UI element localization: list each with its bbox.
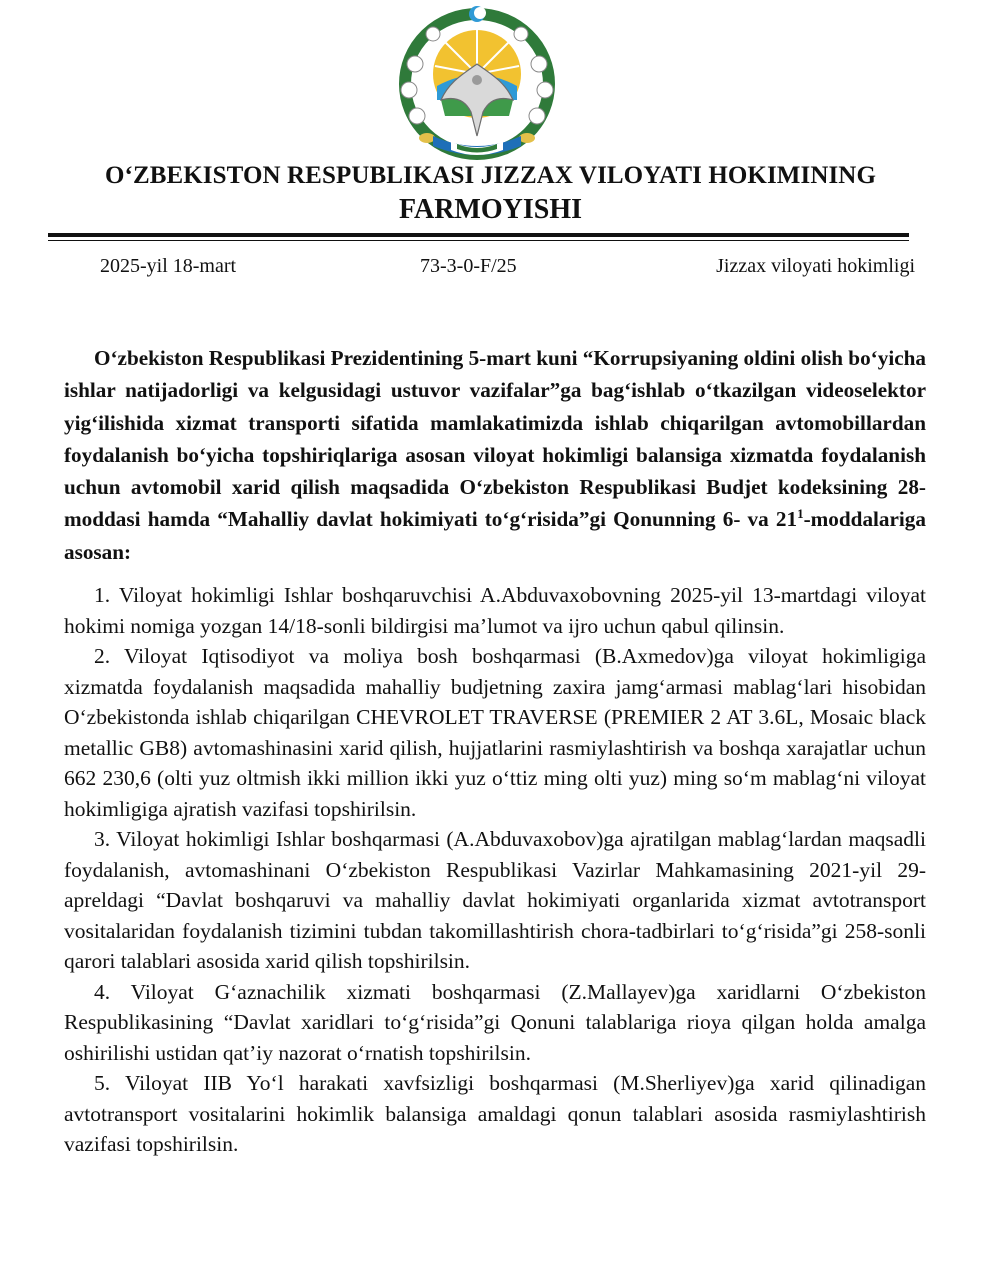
order-item-3: 3. Viloyat hokimligi Ishlar boshqarmasi (A.Abduvaxobov)ga ajratilgan mablag‘lardan maqsadli foydalanish, avtomashinani O‘zbekiston Respublikasi Vazirlar Mahkamasining 2021-yil 29-apreldagi “Davlat boshqaruvi va mahalliy davlat hokimiyati organlarida xizmat avtotransport vositalaridan foydalanish tizimini tubdan takomillashtirish chora-tadbirlari to‘g‘risida”gi 258-sonli qarori talablari asosida xarid qilish topshirilsin. — [64, 827, 926, 974]
order-item-4: 4. Viloyat G‘aznachilik xizmati boshqarmasi (Z.Mallayev)ga xaridlarni O‘zbekiston Respublikasining “Davlat xaridlari to‘g‘risida”gi Qonuni talablariga rioya qilgan holda amalga oshirilishi ustidan qat’iy nazorat o‘rnatish topshirilsin. — [64, 979, 926, 1065]
preamble-superscript: 1 — [797, 506, 804, 522]
document-body — [64, 342, 926, 1160]
order-items — [64, 580, 926, 1160]
preamble-tail: -moddalariga asosan: — [64, 507, 926, 564]
order-item-5: 5. Viloyat IIB Yo‘l harakati xavfsizligi boshqarmasi (M.Sherliyev)ga xarid qilinadigan avtotransport vositalarini hokimlik balansiga amaldagi qonun talablari asosida rasmiylashtirish vazifasi topshirilsin. — [64, 1071, 926, 1157]
document-authority-title: O‘ZBEKISTON RESPUBLIKASI JIZZAX VILOYATI HOKIMINING — [104, 162, 877, 189]
document-type-title: FARMOYISHI — [398, 194, 583, 225]
preamble-paragraph — [64, 342, 926, 568]
document-number: 73-3-0-F/25 — [420, 255, 517, 277]
header-rule-thin — [48, 240, 909, 241]
header-rule-thick — [48, 233, 909, 237]
order-item-2: 2. Viloyat Iqtisodiyot va moliya bosh boshqarmasi (B.Axmedov)ga viloyat hokimligiga xizmatda foydalanish maqsadida mahalliy budjetning zaxira jamg‘armasi mablag‘lari hisobidan O‘zbekistonda ishlab chiqarilgan CHEVROLET TRAVERSE (PREMIER 2 AT 3.6L, Mosaic black metallic GB8) avtomashinasini xarid qilish, hujjatlarini rasmiylashtirish va boshqa xarajatlar uchun 662 230,6 (olti yuz oltmish ikki million ikki yuz o‘ttiz ming olti yuz) ming so‘m mablag‘ni viloyat hokimligiga ajratish vazifasi topshirilsin. — [64, 644, 926, 821]
document-date: 2025-yil 18-mart — [100, 255, 237, 277]
document-issuer: Jizzax viloyati hokimligi — [716, 255, 915, 277]
order-item-1: 1. Viloyat hokimligi Ishlar boshqaruvchisi A.Abduvaxobovning 2025-yil 13-martdagi viloyat hokimi nomiga yozgan 14/18-sonli bildirgisi ma’lumot va ijro uchun qabul qilinsin. — [64, 583, 926, 638]
state-emblem — [393, 4, 561, 160]
preamble-text: O‘zbekiston Respublikasi Prezidentining 5-mart kuni “Korrupsiyaning oldini olish bo‘yicha ishlar natijadorligi va kelgusidagi ustuvor vazifalar”ga bag‘ishlab o‘tkazilgan videoselektor yig‘ilishida xizmat transporti sifatida mamlakatimizda ishlab chiqarilgan avtomobillardan foydalanish bo‘yicha topshiriqlariga asosan viloyat hokimligi balansiga xizmatda foydalanish uchun avtomobil xarid qilish maqsadida O‘zbekiston Respublikasi Budjet kodeksining 28-moddasi hamda “Mahalliy davlat hokimiyati to‘g‘risida”gi Qonunning 6- va 21 — [64, 346, 926, 532]
